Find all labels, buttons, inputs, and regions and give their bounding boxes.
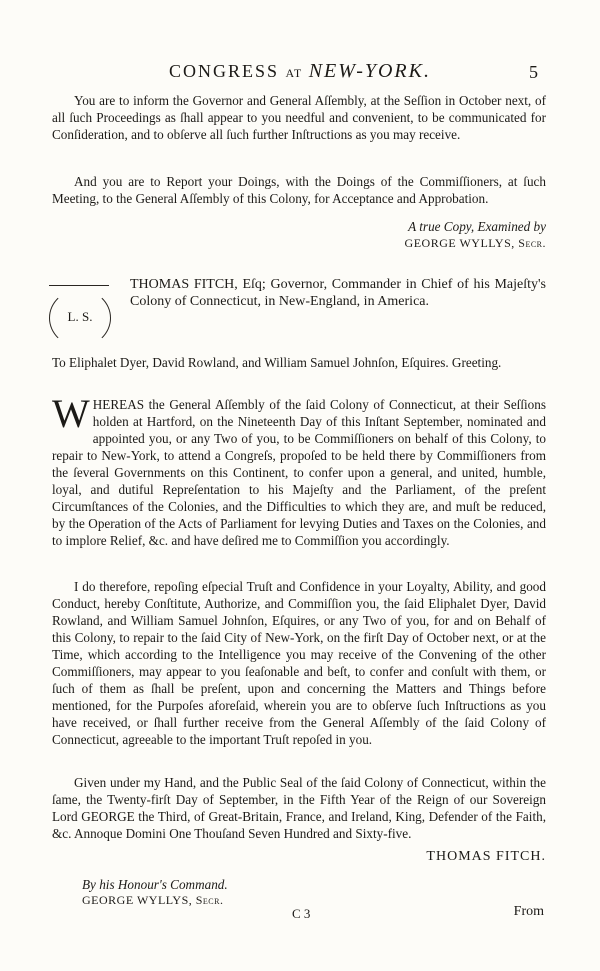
seal (45, 285, 115, 351)
governor-signature: THOMAS FITCH. (426, 849, 546, 864)
seal-line (49, 285, 109, 286)
instruction-paragraph-2: And you are to Report your Doings, with the Doings of the Commiſſioners, at ſuch Meeting, to the General Aſſembly of this Colony, for Acceptance and Approbation. (52, 174, 546, 206)
signature-mark: C 3 (292, 906, 311, 921)
drop-cap: W (52, 391, 90, 436)
attestation-line: A true Copy, Examined by (408, 219, 546, 234)
running-head-city: NEW-YORK. (308, 60, 431, 82)
running-head (50, 60, 550, 83)
commission-addressee: To Eliphalet Dyer, David Rowland, and William Samuel Johnſon, Eſquires. Greeting. (52, 355, 502, 370)
commission-title: THOMAS FITCH, Eſq; Governor, Commander in Chief of his Majeſty's Colony of Connecticut, in New-England, in America. (130, 277, 546, 309)
catchword: From (513, 904, 544, 919)
page-header (50, 60, 550, 88)
running-head-title: CONGRESS (169, 61, 280, 81)
commission-authorization-paragraph: I do therefore, repoſing eſpecial Truſt and Confidence in your Loyalty, Ability, and good Conduct, hereby Conſtitute, Authorize, and Commiſſion you, the ſaid Eliphalet Dyer, David Rowland, and William Samuel Johnſon, Eſquires, or any Two of you, for and on Behalf of this Colony, to repair to the ſaid City of New-York, on the firſt Day of October next, or at the Time, which according to the Intelligence you may receive of the Convening of the other Commiſſioners, may appear to you ſeaſonable and beſt, to confer and conſult with them, or ſuch of them as ſhall be preſent, upon and concerning the Matters and Things before mentioned, for the Purpoſes aforeſaid, wherein you are to obſerve ſuch Inſtructions as you have received, or ſhall further receive from the General Aſſembly of the ſaid Colony of Connecticut, agreeable to the important Truſt repoſed in you. (52, 579, 546, 747)
commission-whereas-paragraph (52, 391, 546, 549)
attestation-signer: GEORGE WYLLYS, Secr. (404, 236, 546, 250)
page-number: 5 (529, 62, 538, 82)
command-signer: GEORGE WYLLYS, Secr. (82, 893, 224, 907)
instruction-paragraph-1: You are to inform the Governor and General Aſſembly, at the Seſſion in October next, of all ſuch Proceedings as ſhall appear to you needful and convenient, to be communicated for Conſideration, and to obſerve all ſuch further Inſtructions as you may receive. (52, 93, 546, 142)
seal-label: L. S. (67, 309, 93, 324)
running-head-at: AT (285, 66, 303, 80)
commission-given-paragraph: Given under my Hand, and the Public Seal of the ſaid Colony of Connecticut, within the ſame, the Twenty-firſt Day of September, in the Fifth Year of the Reign of our Sovereign Lord GEORGE the Third, of Great-Britain, France, and Ireland, King, Defender of the Faith, &c. Annoque Domini One Thouſand Seven Hundred and Sixty-five. (52, 775, 546, 841)
command-line: By his Honour's Command. (82, 877, 228, 892)
whereas-text: HEREAS the General Aſſembly of the ſaid Colony of Connecticut, at their Seſſions holden at Hartford, on the Nineteenth Day of this Inſtant September, nominated and appointed you, or any Two of you, to be Commiſſioners on behalf of this Colony, to repair to New-York, to attend a Congreſs, propoſed to be held there by Commiſſioners from the ſeveral Governments on this Continent, to confer upon a general, and united, humble, loyal, and dutiful Repreſentation to his Majeſty and the Parliament, of the preſent Circumſtances of the Colonies, and the Difficulties to which they are, and muſt be reduced, by the Operation of the Acts of Parliament for levying Duties and Taxes on the Colonies, and to implore Relief, &c. and have deſired me to Commiſſion you accordingly. (52, 397, 546, 548)
